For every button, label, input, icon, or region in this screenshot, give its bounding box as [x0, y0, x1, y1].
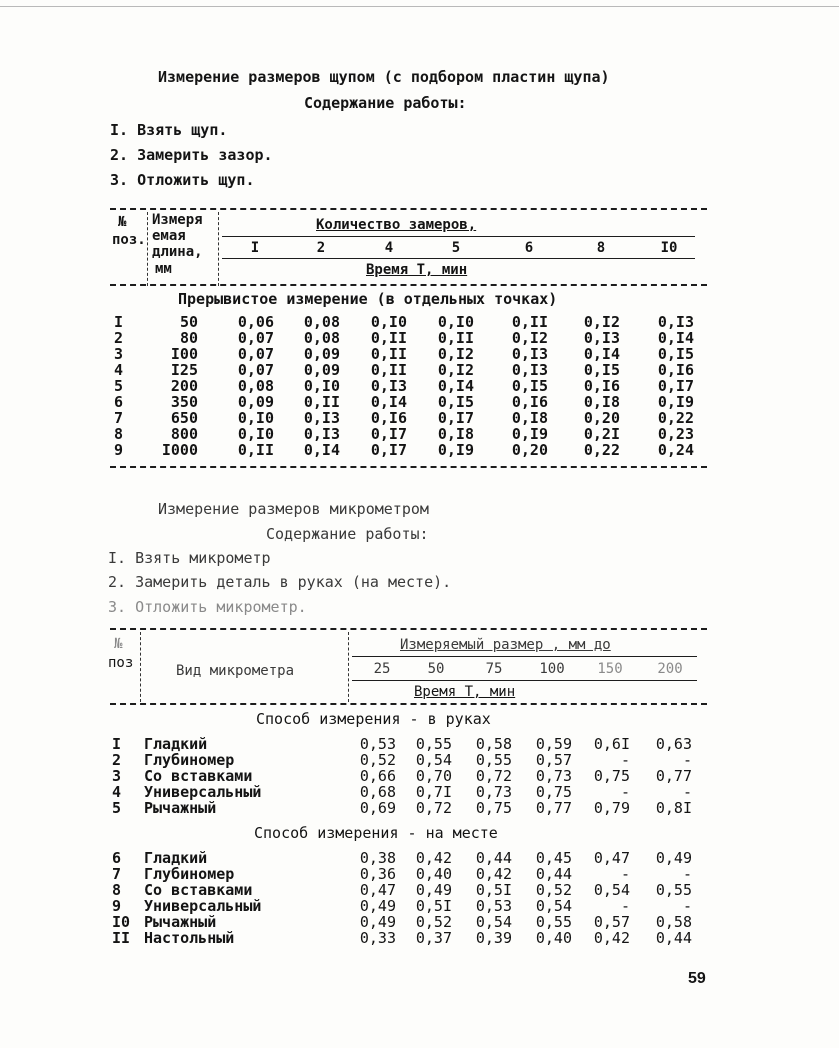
row-length: 350 [170, 393, 198, 411]
row-value: 0,I7 [370, 441, 407, 459]
row-value: 0,09 [303, 345, 340, 363]
row-value: 0,53 [475, 897, 512, 915]
count-label: 8 [596, 240, 606, 256]
row-pos: 2 [112, 751, 122, 769]
row-value: 0,07 [237, 345, 274, 363]
row-micrometer-name: Универсальный [144, 783, 262, 801]
row-value: 0,72 [475, 767, 512, 785]
row-value: 0,I2 [437, 345, 474, 363]
row-value: 0,2I [583, 425, 620, 443]
row-pos: 6 [112, 849, 122, 867]
row-value: 0,I2 [583, 313, 620, 331]
row-value: 0,52 [359, 751, 396, 769]
row-value: 0,54 [475, 913, 512, 931]
row-value: 0,57 [535, 751, 572, 769]
row-value: 0,44 [475, 849, 512, 867]
row-value: 0,I3 [370, 377, 407, 395]
row-pos: 9 [114, 441, 124, 459]
row-value: 0,39 [475, 929, 512, 947]
row-value: 0,20 [583, 409, 620, 427]
row-value: 0,69 [359, 799, 396, 817]
row-value: 0,I8 [511, 409, 548, 427]
row-value: 0,09 [303, 361, 340, 379]
row-value: 0,38 [359, 849, 396, 867]
row-value: 0,44 [535, 865, 572, 883]
row-value: 0,59 [535, 735, 572, 753]
row-length: I25 [170, 361, 198, 379]
row-value: - [682, 783, 692, 801]
row-value: 0,57 [593, 913, 630, 931]
table-rule-top [110, 628, 707, 630]
row-value: 0,66 [359, 767, 396, 785]
row-value: 0,II [511, 313, 548, 331]
row-value: 0,75 [535, 783, 572, 801]
row-value: 0,I8 [583, 393, 620, 411]
row-value: 0,I8 [437, 425, 474, 443]
row-value: 0,08 [303, 329, 340, 347]
row-value: 0,I2 [511, 329, 548, 347]
row-value: 0,I3 [657, 313, 694, 331]
row-micrometer-name: Гладкий [144, 735, 208, 753]
row-value: 0,70 [415, 767, 452, 785]
row-micrometer-name: Глубиномер [144, 865, 235, 883]
row-value: 0,5I [415, 897, 452, 915]
header-pos: поз. [112, 232, 146, 248]
row-value: - [682, 897, 692, 915]
column-divider [348, 632, 349, 702]
row-value: 0,36 [359, 865, 396, 883]
header-length-3: длина, [152, 244, 203, 260]
row-value: 0,75 [593, 767, 630, 785]
row-value: 0,40 [535, 929, 572, 947]
row-value: 0,55 [655, 881, 692, 899]
row-pos: 3 [112, 767, 122, 785]
row-value: 0,68 [359, 783, 396, 801]
row-value: 0,7I [415, 783, 452, 801]
row-value: 0,44 [655, 929, 692, 947]
row-value: 0,52 [535, 881, 572, 899]
header-pos: поз [108, 655, 134, 671]
row-value: 0,I9 [437, 441, 474, 459]
row-value: 0,08 [303, 313, 340, 331]
row-pos: 8 [112, 881, 122, 899]
row-value: 0,73 [475, 783, 512, 801]
row-micrometer-name: Настольный [144, 929, 235, 947]
row-value: 0,54 [593, 881, 630, 899]
group-title: Прерывистое измерение (в отдельных точках) [178, 290, 558, 308]
row-pos: 5 [112, 799, 122, 817]
row-value: 0,08 [237, 377, 274, 395]
section1-step-2: 2. Замерить зазор. [110, 146, 273, 164]
row-value: 0,47 [359, 881, 396, 899]
row-value: 0,47 [593, 849, 630, 867]
row-value: 0,I4 [370, 393, 407, 411]
row-length: I000 [161, 441, 198, 459]
row-length: 800 [170, 425, 198, 443]
row-value: 0,6I [593, 735, 630, 753]
row-value: 0,I5 [437, 393, 474, 411]
row-value: 0,42 [593, 929, 630, 947]
row-value: 0,07 [237, 329, 274, 347]
header-count: Количество замеров, [316, 217, 477, 233]
row-value: 0,I0 [237, 425, 274, 443]
table-rule-header-bottom [110, 284, 707, 286]
row-value: - [682, 865, 692, 883]
row-pos: II [112, 929, 131, 947]
row-value: - [620, 783, 630, 801]
row-value: 0,I4 [583, 345, 620, 363]
table-rule-header-bottom [110, 703, 707, 705]
row-pos: 6 [114, 393, 124, 411]
row-value: 0,22 [583, 441, 620, 459]
row-value: 0,I7 [437, 409, 474, 427]
row-value: 0,24 [657, 441, 694, 459]
row-value: 0,53 [359, 735, 396, 753]
row-value: 0,II [370, 329, 407, 347]
row-value: 0,I7 [657, 377, 694, 395]
row-value: 0,79 [593, 799, 630, 817]
row-value: - [620, 865, 630, 883]
row-micrometer-name: Рычажный [144, 799, 217, 817]
table-rule-bottom [110, 466, 707, 468]
row-value: 0,77 [655, 767, 692, 785]
row-value: 0,I0 [237, 409, 274, 427]
section2-step-3: 3. Отложить микрометр. [108, 598, 307, 616]
row-value: - [620, 751, 630, 769]
row-value: 0,I3 [303, 425, 340, 443]
row-value: 0,II [370, 361, 407, 379]
row-value: 0,42 [475, 865, 512, 883]
row-value: 0,09 [237, 393, 274, 411]
row-value: 0,I4 [657, 329, 694, 347]
header-length-4: мм [155, 261, 172, 277]
row-value: 0,I3 [583, 329, 620, 347]
header-length-1: Измеря [152, 212, 203, 228]
row-value: 0,58 [655, 913, 692, 931]
row-value: 0,I0 [437, 313, 474, 331]
row-value: 0,II [370, 345, 407, 363]
section2-step-1: I. Взять микрометр [108, 549, 271, 567]
count-label: 6 [524, 240, 534, 256]
row-pos: 2 [114, 329, 124, 347]
row-length: 50 [179, 313, 198, 331]
row-value: 0,54 [535, 897, 572, 915]
row-value: 0,49 [655, 849, 692, 867]
row-value: 0,I6 [583, 377, 620, 395]
row-value: 0,II [437, 329, 474, 347]
row-value: 0,I2 [437, 361, 474, 379]
row-value: 0,72 [415, 799, 452, 817]
row-value: 0,5I [475, 881, 512, 899]
row-length: I00 [170, 345, 198, 363]
row-value: 0,49 [359, 897, 396, 915]
row-value: 0,37 [415, 929, 452, 947]
row-value: 0,I5 [657, 345, 694, 363]
row-value: 0,I6 [370, 409, 407, 427]
count-label: I [250, 240, 260, 256]
section1-step-3: 3. Отложить щуп. [110, 171, 255, 189]
header-sizes-rule [352, 680, 697, 681]
row-value: 0,I5 [583, 361, 620, 379]
size-label: 100 [539, 661, 565, 677]
row-value: 0,I5 [511, 377, 548, 395]
row-length: 80 [179, 329, 198, 347]
row-value: 0,8I [655, 799, 692, 817]
row-value: 0,52 [415, 913, 452, 931]
column-divider [147, 212, 148, 286]
count-label: 4 [384, 240, 394, 256]
row-value: 0,I3 [511, 361, 548, 379]
row-value: - [682, 751, 692, 769]
row-value: 0,I6 [511, 393, 548, 411]
row-value: 0,55 [535, 913, 572, 931]
size-label: 50 [427, 661, 445, 677]
row-value: 0,42 [415, 849, 452, 867]
group-title-on-site: Способ измерения - на месте [254, 824, 498, 842]
row-micrometer-name: Со вставками [144, 881, 253, 899]
row-micrometer-name: Гладкий [144, 849, 208, 867]
table-rule-top [110, 208, 707, 210]
section2-title: Измерение размеров микрометром [158, 500, 429, 518]
row-length: 650 [170, 409, 198, 427]
size-label: 25 [373, 661, 391, 677]
row-value: 0,55 [475, 751, 512, 769]
row-length: 200 [170, 377, 198, 395]
row-micrometer-name: Со вставками [144, 767, 253, 785]
row-pos: I [112, 735, 122, 753]
row-pos: 8 [114, 425, 124, 443]
row-value: 0,I6 [657, 361, 694, 379]
row-pos: I [114, 313, 124, 331]
row-micrometer-name: Универсальный [144, 897, 262, 915]
header-micrometer-type: Вид микрометра [176, 663, 295, 679]
section1-subtitle: Содержание работы: [304, 94, 467, 112]
row-value: 0,I9 [511, 425, 548, 443]
section1-title: Измерение размеров щупом (с подбором пластин щупа) [158, 68, 610, 86]
row-value: 0,20 [511, 441, 548, 459]
header-no: № [114, 636, 123, 652]
row-value: 0,23 [657, 425, 694, 443]
row-value: 0,I9 [657, 393, 694, 411]
page-number: 59 [688, 970, 706, 987]
count-label: I0 [660, 240, 678, 256]
section2-subtitle: Содержание работы: [266, 525, 429, 543]
row-value: 0,33 [359, 929, 396, 947]
row-value: 0,I7 [370, 425, 407, 443]
column-divider [218, 212, 219, 286]
row-value: - [620, 897, 630, 915]
row-pos: 3 [114, 345, 124, 363]
header-time: Время Т, мин [366, 262, 468, 278]
row-value: 0,77 [535, 799, 572, 817]
row-pos: 4 [114, 361, 124, 379]
section1-step-1: I. Взять щуп. [110, 121, 228, 139]
row-value: 0,I3 [303, 409, 340, 427]
row-value: 0,58 [475, 735, 512, 753]
row-value: 0,49 [415, 881, 452, 899]
row-value: 0,II [237, 441, 274, 459]
row-pos: I0 [112, 913, 131, 931]
count-label: 5 [451, 240, 461, 256]
row-value: 0,07 [237, 361, 274, 379]
header-size-rule [352, 656, 697, 657]
row-value: 0,54 [415, 751, 452, 769]
row-pos: 9 [112, 897, 122, 915]
row-value: 0,06 [237, 313, 274, 331]
row-value: 0,75 [475, 799, 512, 817]
section2-step-2: 2. Замерить деталь в руках (на месте). [108, 573, 452, 591]
count-label: 2 [316, 240, 326, 256]
header-size: Измеряемый размер , мм до [400, 637, 611, 653]
header-length-2: емая [152, 228, 186, 244]
row-value: 0,49 [359, 913, 396, 931]
row-micrometer-name: Глубиномер [144, 751, 235, 769]
row-value: 0,63 [655, 735, 692, 753]
group-title-in-hands: Способ измерения - в руках [256, 710, 491, 728]
size-label: 75 [485, 661, 503, 677]
row-value: 0,22 [657, 409, 694, 427]
header-counts-rule [222, 258, 695, 259]
row-value: 0,II [303, 393, 340, 411]
row-value: 0,I3 [511, 345, 548, 363]
row-value: 0,73 [535, 767, 572, 785]
column-divider [140, 632, 141, 702]
row-micrometer-name: Рычажный [144, 913, 217, 931]
scan-top-edge [0, 6, 839, 7]
row-value: 0,I0 [303, 377, 340, 395]
row-pos: 7 [114, 409, 124, 427]
row-pos: 4 [112, 783, 122, 801]
row-value: 0,45 [535, 849, 572, 867]
row-pos: 5 [114, 377, 124, 395]
size-label: 200 [657, 661, 683, 677]
row-value: 0,I4 [303, 441, 340, 459]
row-value: 0,I4 [437, 377, 474, 395]
row-pos: 7 [112, 865, 122, 883]
row-value: 0,55 [415, 735, 452, 753]
row-value: 0,40 [415, 865, 452, 883]
header-count-rule [222, 236, 695, 237]
row-value: 0,I0 [370, 313, 407, 331]
header-no: № [118, 214, 127, 230]
header-time: Время Т, мин [414, 684, 516, 700]
size-label: 150 [597, 661, 623, 677]
